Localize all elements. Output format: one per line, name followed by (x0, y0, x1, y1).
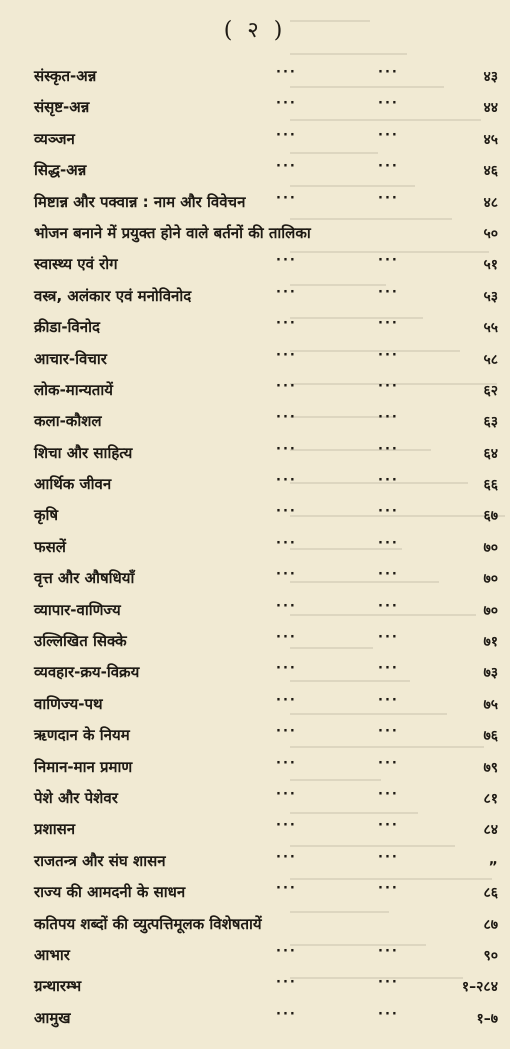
dot-leader: ··· (276, 347, 297, 363)
toc-entry-page: ४५ (483, 131, 498, 148)
toc-entry-title: उल्लिखित सिक्के (34, 632, 127, 651)
toc-entry (24, 815, 510, 846)
toc-entry (24, 93, 510, 124)
toc-entry-page: ७० (483, 602, 498, 619)
dot-leader: ··· (378, 65, 399, 80)
toc-entry (24, 188, 510, 219)
dot-leader: ··· (276, 410, 297, 426)
toc-entry-page: १–७ (476, 1010, 498, 1027)
toc-entry-page: ६३ (483, 414, 498, 431)
dot-leader: ··· (378, 473, 399, 489)
dot-leader: ··· (276, 378, 297, 394)
dot-leader: ··· (378, 284, 399, 300)
toc-entry (24, 627, 510, 658)
toc-entry-page: ६६ (483, 477, 498, 494)
toc-entry-title: स्वास्थ्य एवं रोग (34, 255, 118, 274)
dot-leader: ··· (276, 65, 297, 80)
toc-entry-page: ५८ (483, 351, 498, 368)
toc-entry-title: कृषि (34, 506, 59, 525)
toc-entry-title: व्यापार-वाणिज्य (34, 600, 121, 619)
dot-leader: ··· (378, 378, 399, 394)
toc-entry-page: ४८ (483, 194, 498, 211)
toc-entry (24, 501, 510, 532)
toc-entry-page: ७३ (483, 665, 498, 682)
toc-entry (24, 1004, 510, 1035)
dot-leader: ··· (276, 598, 297, 614)
toc-entry (24, 125, 510, 156)
toc-entry-page: ९० (483, 947, 498, 964)
dot-leader: ··· (378, 410, 399, 426)
dot-leader: ··· (276, 316, 297, 332)
toc-entry-page: ६२ (483, 382, 498, 399)
dot-leader: ··· (276, 159, 297, 175)
toc-entry-title: ऋणदान के नियम (34, 726, 130, 745)
toc-entry-page: ५५ (483, 320, 498, 337)
dot-leader: ··· (276, 755, 297, 771)
dot-leader: ··· (378, 504, 399, 520)
toc-entry (24, 219, 510, 250)
toc-entry-page: ४३ (483, 69, 498, 85)
toc-entry-title: फसलें (34, 537, 66, 556)
toc-entry-title: लोक-मान्यतायें (34, 380, 113, 399)
toc-entry-title: मिष्टान्न और पक्वान्न : नाम और विवेचन (34, 192, 246, 211)
toc-entry-page: ८७ (483, 916, 498, 933)
dot-leader: ··· (276, 881, 297, 897)
toc-entry-title: व्यञ्जन (34, 129, 75, 148)
dot-leader: ··· (378, 943, 399, 959)
toc-entry-page: १–२८४ (461, 979, 498, 996)
toc-entry-title: प्रशासन (34, 820, 76, 839)
toc-entry-title: शिचा और साहित्य (34, 443, 133, 462)
toc-entry (24, 376, 510, 407)
toc-entry-page: ७० (483, 571, 498, 588)
toc-entry (24, 250, 510, 281)
dot-leader: ··· (276, 943, 297, 959)
toc-entry (24, 784, 510, 815)
dot-leader: ··· (276, 253, 297, 269)
toc-entry (24, 62, 510, 93)
toc-entry-title: संस्कृत-अन्न (34, 67, 97, 85)
dot-leader: ··· (378, 347, 399, 363)
toc-entry (24, 439, 510, 470)
toc-entry (24, 470, 510, 501)
dot-leader: ··· (378, 818, 399, 834)
toc-entry-title: पेशे और पेशेवर (34, 788, 118, 807)
toc-entry-page: ५० (483, 225, 498, 242)
dot-leader: ··· (276, 473, 297, 489)
dot-leader: ··· (276, 441, 297, 457)
toc-entry (24, 721, 510, 752)
dot-leader: ··· (378, 849, 399, 865)
toc-entry-title: कला-कौशल (34, 412, 102, 431)
toc-entry-title: आमुख (34, 1008, 71, 1027)
dot-leader: ··· (276, 849, 297, 865)
table-of-contents (24, 62, 510, 1035)
dot-leader: ··· (276, 661, 297, 677)
dot-leader: ··· (276, 692, 297, 708)
toc-entry (24, 910, 510, 941)
toc-entry (24, 941, 510, 972)
dot-leader: ··· (378, 975, 399, 991)
dot-leader: ··· (378, 724, 399, 740)
dot-leader: ··· (378, 692, 399, 708)
toc-entry-page: ८६ (483, 885, 498, 902)
toc-entry-page: ४६ (483, 163, 498, 180)
toc-entry-page: ७९ (483, 759, 498, 776)
bleed-line (290, 53, 407, 55)
dot-leader: ··· (276, 504, 297, 520)
dot-leader: ··· (276, 1006, 297, 1022)
toc-entry-title: राज्य की आमदनी के साधन (34, 883, 186, 902)
dot-leader: ··· (378, 96, 399, 112)
dot-leader: ··· (378, 598, 399, 614)
toc-entry-page: ७० (483, 539, 498, 556)
dot-leader: ··· (378, 159, 399, 175)
dot-leader: ··· (378, 661, 399, 677)
toc-entry-title: आभार (34, 945, 70, 964)
dot-leader: ··· (276, 127, 297, 143)
toc-entry (24, 313, 510, 344)
dot-leader: ··· (276, 535, 297, 551)
dot-leader: ··· (276, 567, 297, 583)
toc-entry (24, 345, 510, 376)
toc-entry (24, 282, 510, 313)
toc-entry (24, 972, 510, 1003)
toc-entry-title: कतिपय शब्दों की व्युत्पत्तिमूलक विशेषतायें (34, 914, 262, 933)
toc-entry-page: ६७ (483, 508, 498, 525)
toc-entry-title: ग्रन्थारम्भ (34, 977, 82, 996)
toc-entry-title: आर्थिक जीवन (34, 475, 112, 494)
toc-entry-title: वस्त्र, अलंकार एवं मनोविनोद (34, 286, 192, 305)
dot-leader: ··· (276, 818, 297, 834)
dot-leader: ··· (378, 881, 399, 897)
toc-entry-page: ७६ (483, 728, 498, 745)
dot-leader: ··· (378, 535, 399, 551)
dot-leader: ··· (378, 316, 399, 332)
dot-leader: ··· (378, 253, 399, 269)
toc-entry (24, 658, 510, 689)
toc-entry (24, 753, 510, 784)
toc-entry-page: ५१ (483, 257, 498, 274)
dot-leader: ··· (378, 755, 399, 771)
dot-leader: ··· (276, 786, 297, 802)
dot-leader: ··· (378, 630, 399, 646)
toc-entry-title: वाणिज्य-पथ (34, 694, 103, 713)
toc-entry (24, 564, 510, 595)
toc-entry-title: क्रीडा-विनोद (34, 318, 100, 337)
toc-entry-page: ४४ (483, 100, 498, 117)
dot-leader: ··· (276, 190, 297, 206)
toc-entry (24, 596, 510, 627)
dot-leader: ··· (276, 284, 297, 300)
toc-entry-title: भोजन बनाने में प्रयुक्त होने वाले बर्तनों की तालिका (34, 223, 311, 242)
toc-entry-page: ५३ (483, 288, 498, 305)
toc-entry-title: निमान-मान प्रमाण (34, 757, 133, 776)
dot-leader: ··· (378, 567, 399, 583)
dot-leader: ··· (276, 975, 297, 991)
toc-entry-title: सिद्ध-अन्न (34, 161, 87, 180)
toc-entry-page: ६४ (483, 445, 498, 462)
dot-leader: ··· (378, 1006, 399, 1022)
toc-entry (24, 533, 510, 564)
toc-entry-page: ८४ (483, 822, 498, 839)
toc-entry (24, 156, 510, 187)
toc-entry-title: आचार-विचार (34, 349, 107, 368)
dot-leader: ··· (378, 127, 399, 143)
dot-leader: ··· (378, 441, 399, 457)
toc-entry-title: व्यवहार-क्रय-विक्रय (34, 663, 140, 682)
dot-leader: ··· (378, 190, 399, 206)
toc-entry-page: ८१ (483, 790, 498, 807)
toc-entry-title: संसृष्ट-अन्न (34, 98, 90, 117)
toc-entry (24, 407, 510, 438)
toc-entry (24, 690, 510, 721)
dot-leader: ··· (378, 786, 399, 802)
dot-leader: ··· (276, 96, 297, 112)
toc-entry-page: „ (488, 851, 498, 868)
toc-entry (24, 878, 510, 909)
dot-leader: ··· (276, 630, 297, 646)
toc-entry-page: ७१ (483, 634, 498, 651)
toc-entry-page: ७५ (483, 696, 498, 713)
page-number: ( २ ) (223, 18, 287, 43)
dot-leader: ··· (276, 724, 297, 740)
toc-entry (24, 847, 510, 878)
toc-entry-title: वृत्त और औषधियाँ (34, 569, 135, 588)
toc-entry-title: राजतन्त्र और संघ शासन (34, 851, 166, 870)
